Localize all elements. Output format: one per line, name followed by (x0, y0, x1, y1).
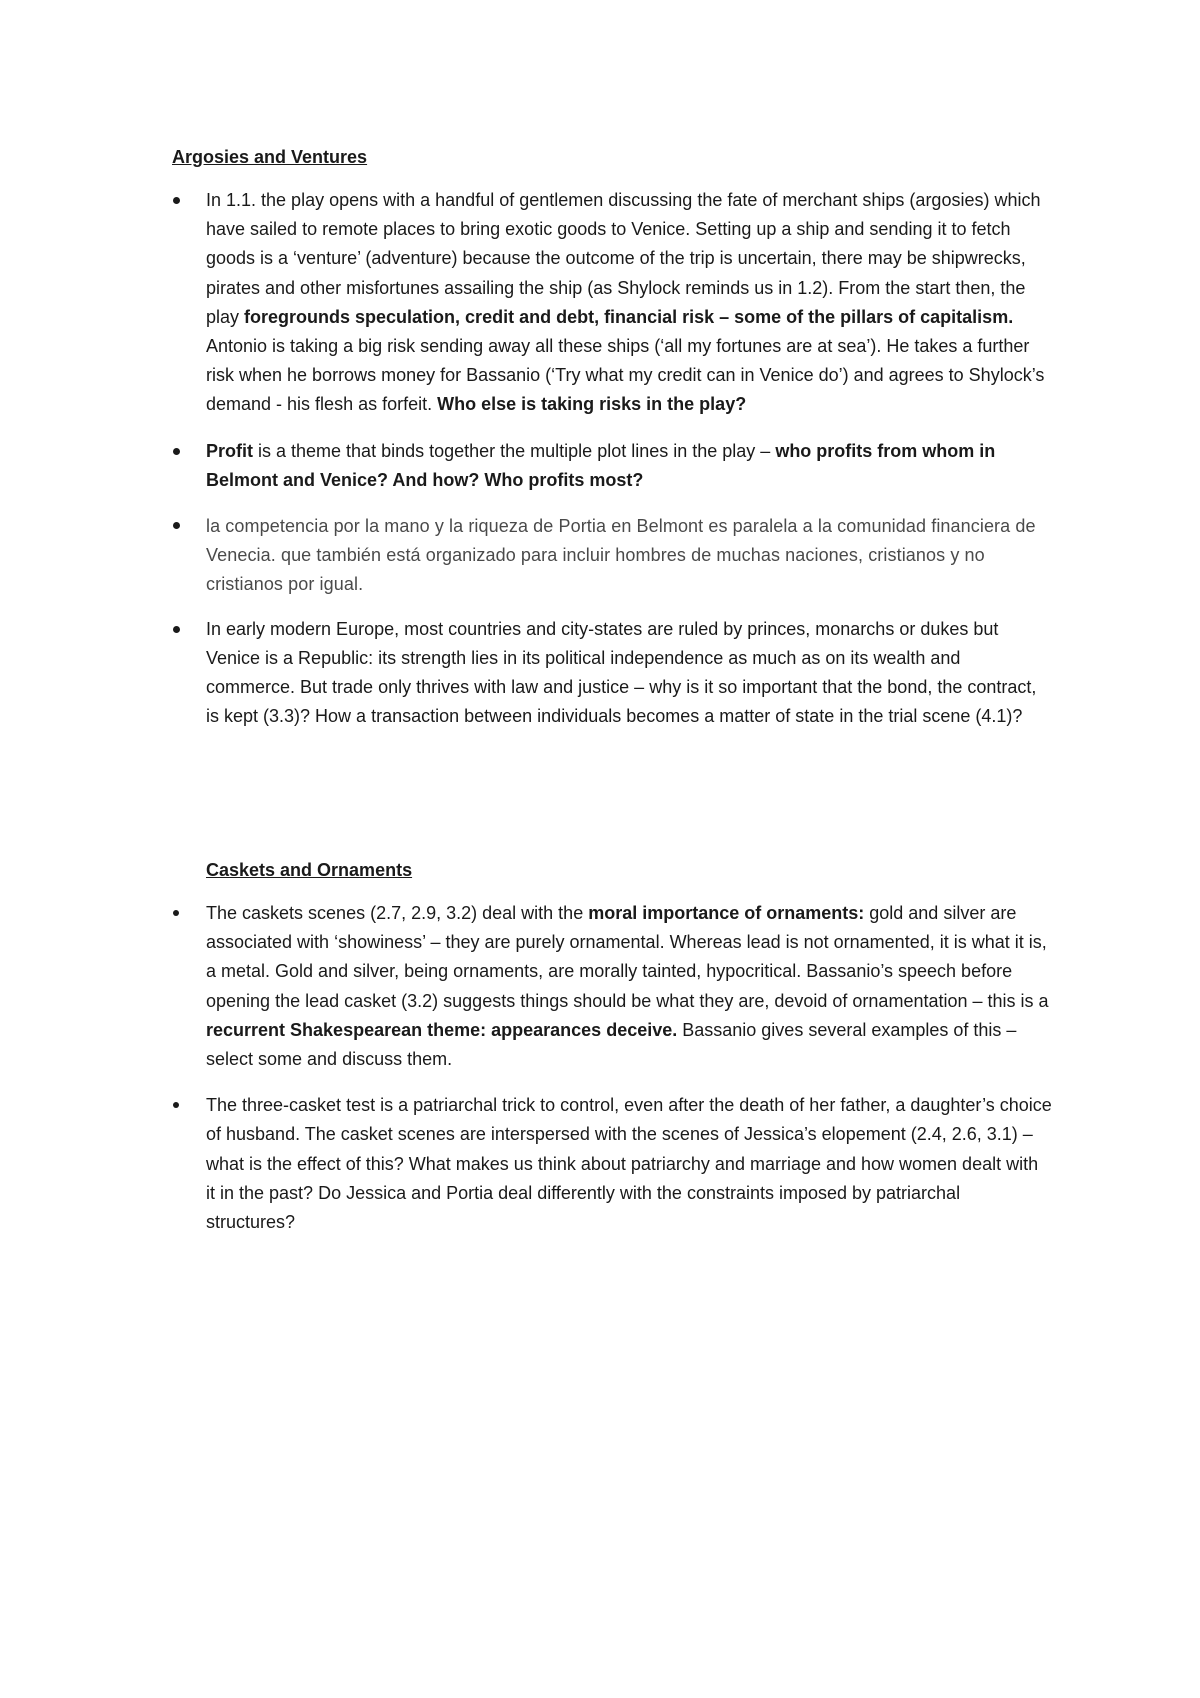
section-heading: Caskets and Ornaments (206, 860, 413, 880)
list-item (172, 437, 1052, 495)
paragraph-text: The caskets scenes (2.7, 2.9, 3.2) deal with the moral importance of ornaments: gold and silver are associated with ‘showiness’ – they are purely ornamental. Whereas lead is not ornamented, it is what it is, a metal. Gold and silver, being ornaments, are morally tainted, hypocritical. Bassanio’s speech before opening the lead casket (3.2) suggests things should be what they are, devoid of ornamentation – this is a recurrent Shakespearean theme: appearances deceive. Bassanio gives several examples of this – select some and discuss them. (206, 903, 1049, 1070)
bullet-icon (173, 448, 180, 455)
list-item (172, 512, 1052, 600)
bullet-icon (173, 626, 180, 633)
section-argosies (172, 143, 1052, 731)
bullet-list (172, 899, 1052, 1237)
bullet-icon (173, 197, 180, 204)
bullet-list (172, 186, 1052, 731)
list-item (172, 899, 1052, 1074)
paragraph-text: Profit is a theme that binds together the multiple plot lines in the play – who profits from whom in Belmont and Venice? And how? Who profits most? (206, 440, 996, 490)
list-item (172, 1091, 1052, 1237)
bullet-icon (173, 522, 180, 529)
section-heading: Argosies and Ventures (172, 147, 368, 167)
list-item (172, 615, 1052, 732)
paragraph-text: The three-casket test is a patriarchal trick to control, even after the death of her father, a daughter’s choice of husband. The casket scenes are interspersed with the scenes of Jessica’s elopement (2.4, 2.6, 3.1) – what is the effect of this? What makes us think about patriarchy and marriage and how women dealt with it in the past? Do Jessica and Portia deal differently with the constraints imposed by patriarchal structures? (206, 1095, 1052, 1233)
list-item (172, 186, 1052, 420)
section-caskets (172, 856, 1052, 1237)
paragraph-text: In early modern Europe, most countries and city-states are ruled by princes, monarchs or dukes but Venice is a Republic: its strength lies in its political independence as much as on its wealth and commerce. But trade only thrives with law and justice – why is it so important that the bond, the contract, is kept (3.3)? How a transaction between individuals becomes a matter of state in the trial scene (4.1)? (206, 618, 1037, 727)
paragraph-text: In 1.1. the play opens with a handful of gentlemen discussing the fate of merchant ships (argosies) which have sailed to remote places to bring exotic goods to Venice. Setting up a ship and sending it to fetch goods is a ‘venture’ (adventure) because the outcome of the trip is uncertain, there may be shipwrecks, pirates and other misfortunes assailing the ship (as Shylock reminds us in 1.2). From the start then, the play foregrounds speculation, credit and debt, financial risk – some of the pillars of capitalism. Antonio is taking a big risk sending away all these ships (‘all my fortunes are at sea’). He takes a further risk when he borrows money for Bassanio (‘Try what my credit can in Venice do’) and agrees to Shylock’s demand - his flesh as forfeit. Who else is taking risks in the play? (206, 190, 1045, 415)
bullet-icon (173, 910, 179, 916)
bullet-icon (173, 1102, 179, 1108)
paragraph-text: la competencia por la mano y la riqueza de Portia en Belmont es paralela a la comunidad financiera de Venecia. que también está organizado para incluir hombres de muchas naciones, cristianos y no cristianos por igual. (206, 516, 1036, 595)
